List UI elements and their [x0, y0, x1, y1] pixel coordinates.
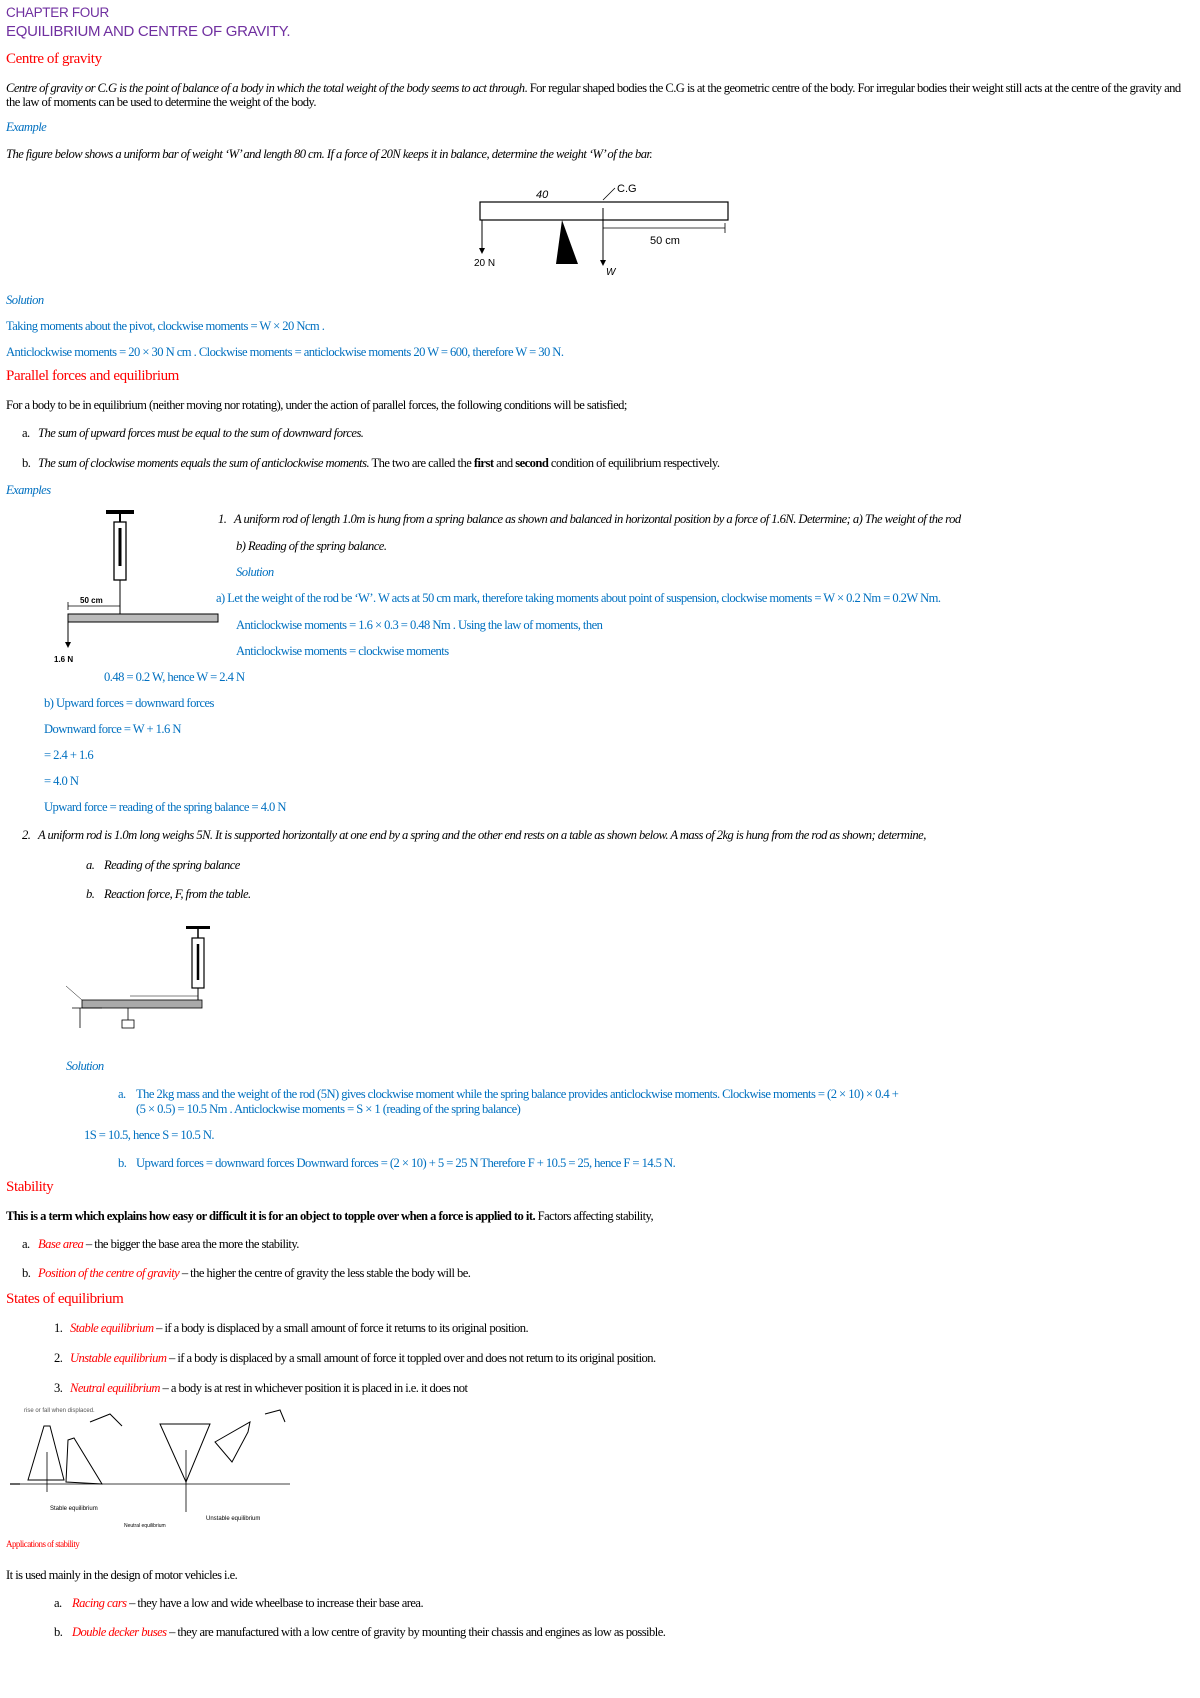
condition-a-text: The sum of upward forces must be equal to the sum of downward forces.: [38, 426, 364, 440]
fig2-force-label: 1.6 N: [54, 655, 74, 664]
section-heading-states: States of equilibrium: [6, 1291, 124, 1307]
ex2-solution-a-line1: The 2kg mass and the weight of the rod (5N) gives clockwise moment while the spring balance provides anticlockwise moments. Clockwise moments = (2 × 10) × 0.4 +: [136, 1087, 899, 1101]
example-label: Example: [6, 120, 47, 134]
section-heading-stability: Stability: [6, 1179, 54, 1195]
application-a-text: – they have a low and wide wheelbase to increase their base area.: [126, 1596, 424, 1610]
ex2-question-text: A uniform rod is 1.0m long weighs 5N. It is supported horizontally at one end by a spring and the other end rests on a table as shown below. A mass of 2kg is hung from the rod as shown; determine,: [38, 828, 926, 842]
condition-b-and: and: [493, 456, 516, 470]
ex1-solution-label: Solution: [236, 565, 274, 579]
list-marker: 2.: [22, 828, 31, 842]
ceiling-bar: [106, 510, 134, 514]
condition-b-pre: The two are called the: [369, 456, 474, 470]
stability-factor-b: [22, 1266, 470, 1280]
fig4-neutral-label: Neutral equilibrium: [124, 1523, 166, 1529]
cg-solution-line1: Taking moments about the pivot, clockwise moments = W × 20 Ncm .: [6, 319, 325, 333]
list-marker: 1.: [218, 512, 227, 526]
ex2-part-a: [86, 858, 240, 872]
state-text-unstable: – if a body is displaced by a small amount of force it toppled over and does not return to its original position.: [166, 1351, 656, 1365]
rod: [82, 1000, 202, 1008]
state-item-unstable: [54, 1351, 656, 1365]
cg-definition-rest: . For regular shaped bodies the C.G is at the geometric centre of the body. For irregular bodies their weight still acts at the centre of the gravity and the law of moments can be used to determine the weight of the body.: [6, 81, 1181, 109]
stability-factor-a-text: – the bigger the base area the more the stability.: [83, 1237, 299, 1251]
cg-solution-line2: Anticlockwise moments = 20 × 30 N cm . Clockwise moments = anticlockwise moments 20 W = 600, therefore W = 30 N.: [6, 345, 564, 359]
list-marker: b.: [118, 1156, 127, 1170]
ex2-solution-a: [118, 1087, 898, 1101]
application-b-text: – they are manufactured with a low centre of gravity by mounting their chassis and engines as low as possible.: [166, 1625, 666, 1639]
list-marker: a.: [22, 1237, 30, 1251]
ex2-solution-b-text: Upward forces = downward forces Downward forces = (2 × 10) + 5 = 25 N Therefore F + 10.5 = 25, hence F = 14.5 N.: [136, 1156, 676, 1170]
ex1-line-6: Downward force = W + 1.6 N: [44, 722, 181, 736]
condition-b-second: second: [515, 456, 549, 470]
pivot-wedge: [556, 220, 578, 264]
chapter-label: CHAPTER FOUR: [6, 5, 109, 20]
stability-factor-a: [22, 1237, 299, 1251]
state-item-neutral: [54, 1381, 467, 1395]
application-a-term: Racing cars: [72, 1596, 127, 1610]
section-heading-cg: Centre of gravity: [6, 51, 102, 67]
list-marker: a.: [86, 858, 95, 872]
state-term-stable: Stable equilibrium: [70, 1321, 154, 1335]
ex2-part-b: [86, 887, 251, 901]
stability-definition-rest: Factors affecting stability,: [535, 1209, 654, 1223]
parallel-intro: For a body to be in equilibrium (neither moving nor rotating), under the action of parallel forces, the following conditions will be satisfied;: [6, 398, 627, 412]
cg-definition: [6, 81, 1191, 109]
ex2-solution-b: [118, 1156, 675, 1170]
condition-b-first: first: [473, 456, 494, 470]
fig1-span-label: 50 cm: [650, 235, 680, 247]
state-item-stable: [54, 1321, 528, 1335]
stability-definition-bold: This is a term which explains how easy or difficult it is for an object to topple over when a force is applied to it.: [6, 1209, 536, 1223]
application-b-term: Double decker buses: [72, 1625, 167, 1639]
fig2-dist-label: 50 cm: [80, 596, 103, 605]
bar: [480, 202, 728, 220]
cg-definition-italic: Centre of gravity or C.G is the point of balance of a body in which the total weight of the body seems to act through: [6, 81, 525, 95]
list-marker: 3.: [54, 1381, 63, 1395]
ex2-part-a-text: Reading of the spring balance: [104, 858, 240, 872]
rod: [68, 614, 218, 622]
fig1-weight-label: W: [606, 267, 616, 278]
stability-factor-b-term: Position of the centre of gravity: [38, 1266, 180, 1280]
ex1-part-b: b) Reading of the spring balance.: [236, 539, 387, 553]
ex1-line-8: = 4.0 N: [44, 774, 79, 788]
ex1-question-text: A uniform rod of length 1.0m is hung from a spring balance as shown and balanced in horizontal position by a force of 1.6N. Determine; a) The weight of the rod: [234, 512, 961, 526]
fig1-cg-label: C.G: [617, 183, 637, 195]
fig4-caption-top: rise or fall when displaced.: [24, 1408, 95, 1414]
applications-heading: Applications of stability: [6, 1539, 80, 1549]
list-marker: b.: [86, 887, 95, 901]
ex2-question: [22, 828, 926, 842]
ex1-line-9: Upward force = reading of the spring balance = 4.0 N: [44, 800, 286, 814]
cg-question: The figure below shows a uniform bar of weight ‘W’ and length 80 cm. If a force of 20N keeps it in balance, determine the weight ‘W’ of the bar.: [6, 147, 653, 161]
examples-label: Examples: [6, 483, 51, 497]
list-marker: b.: [22, 1266, 31, 1280]
condition-b: [22, 456, 719, 470]
stable-cone: [28, 1426, 64, 1480]
ex1-line-5: b) Upward forces = downward forces: [44, 696, 214, 710]
ex2-solution-label: Solution: [66, 1059, 104, 1073]
ex1-line-2: Anticlockwise moments = 1.6 × 0.3 = 0.48 Nm . Using the law of moments, then: [236, 618, 603, 632]
state-term-neutral: Neutral equilibrium: [70, 1381, 160, 1395]
fig4-stable-label: Stable equilibrium: [50, 1506, 98, 1512]
states-of-equilibrium-figure: [10, 1402, 300, 1537]
ex1-line-4: 0.48 = 0.2 W, hence W = 2.4 N: [104, 670, 245, 684]
spring-balance-rod-figure: [50, 506, 220, 671]
fig4-unstable-label: Unstable equilibrium: [206, 1516, 261, 1522]
unstable-cone: [160, 1424, 210, 1482]
ex1-line-7: = 2.4 + 1.6: [44, 748, 94, 762]
list-marker: a.: [22, 426, 30, 440]
uniform-bar-figure: [460, 182, 750, 282]
ex1-line-3: Anticlockwise moments = clockwise moments: [236, 644, 449, 658]
stability-factor-b-text: – the higher the centre of gravity the less stable the body will be.: [179, 1266, 471, 1280]
list-marker: 1.: [54, 1321, 63, 1335]
list-marker: 2.: [54, 1351, 63, 1365]
state-term-unstable: Unstable equilibrium: [70, 1351, 167, 1365]
chapter-title: EQUILIBRIUM AND CENTRE OF GRAVITY.: [6, 23, 291, 40]
ex2-solution-s: 1S = 10.5, hence S = 10.5 N.: [84, 1128, 214, 1142]
section-heading-parallel: Parallel forces and equilibrium: [6, 368, 179, 384]
fig1-top-label: 40: [536, 189, 549, 201]
list-marker: a.: [54, 1596, 62, 1610]
state-text-neutral: – a body is at rest in whichever position it is placed in i.e. it does not: [159, 1381, 468, 1395]
condition-a: [22, 426, 363, 440]
ex1-line-1: a) Let the weight of the rod be ‘W’. W acts at 50 cm mark, therefore taking moments about point of suspension, clockwise moments = W × 0.2 Nm = 0.2W Nm.: [216, 591, 941, 605]
stability-definition: [6, 1209, 653, 1223]
ex1-question: [218, 512, 961, 526]
tilted-cone: [66, 1438, 102, 1484]
application-b: [54, 1625, 665, 1639]
ex2-solution-a-line2: (5 × 0.5) = 10.5 Nm . Anticlockwise moments = S × 1 (reading of the spring balance): [136, 1102, 521, 1116]
fig1-force-label: 20 N: [474, 258, 496, 269]
state-text-stable: – if a body is displaced by a small amount of force it returns to its original position.: [153, 1321, 529, 1335]
applications-intro: It is used mainly in the design of motor vehicles i.e.: [6, 1568, 238, 1582]
rod-table-spring-figure: [62, 920, 232, 1038]
list-marker: b.: [54, 1625, 63, 1639]
solution-label: Solution: [6, 293, 44, 307]
ex2-part-b-text: Reaction force, F, from the table.: [104, 887, 251, 901]
hanging-mass: [122, 1020, 134, 1028]
list-marker: b.: [22, 456, 31, 470]
stability-factor-a-term: Base area: [38, 1237, 84, 1251]
list-marker: a.: [118, 1087, 126, 1101]
condition-b-post: condition of equilibrium respectively.: [548, 456, 720, 470]
condition-b-italic: The sum of clockwise moments equals the sum of anticlockwise moments.: [38, 456, 370, 470]
application-a: [54, 1596, 423, 1610]
